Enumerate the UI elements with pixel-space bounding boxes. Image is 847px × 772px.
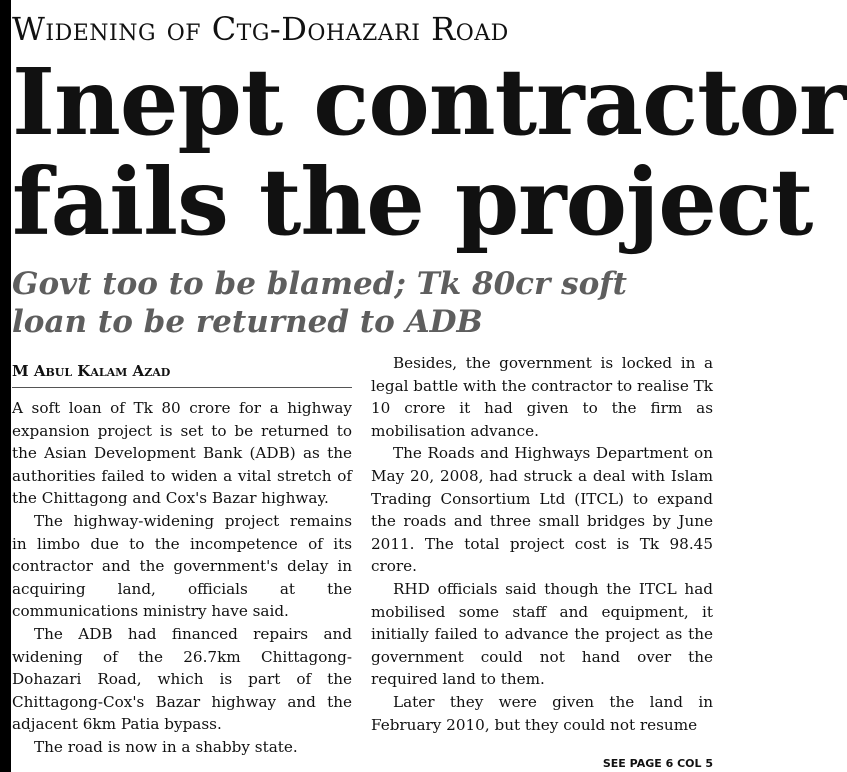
headline-line-1: Inept contractor <box>12 48 847 156</box>
paragraph: Besides, the government is locked in a legal battle with the contractor to realise Tk 10 crore it had given to the firm as mobilisation advance. <box>371 354 713 440</box>
kicker: Widening of Ctg-Dohazari Road <box>12 10 509 48</box>
paragraph: The highway-widening project remains in limbo due to the incompetence of its contractor and the government's delay in acquiring land, officials at the communications ministry have said. <box>12 511 352 621</box>
byline-divider <box>12 387 352 388</box>
subheadline-line-1: Govt too to be blamed; Tk 80cr soft <box>12 266 627 302</box>
article-column-left <box>12 397 352 759</box>
continuation-jump: SEE PAGE 6 COL 5 <box>602 757 713 770</box>
paragraph: A soft loan of Tk 80 crore for a highway expansion project is set to be returned to the Asian Development Bank (ADB) as the authorities failed to widen a vital stretch of the Chittagong and Cox's Bazar highway. <box>12 399 352 508</box>
paragraph: RHD officials said though the ITCL had mobilised some staff and equipment, it initially failed to advance the project as the government could not hand over the required land to them. <box>371 579 713 689</box>
paragraph: The Roads and Highways Department on May 20, 2008, had struck a deal with Islam Trading Consortium Ltd (ITCL) to expand the roads and three small bridges by June 2011. The total project cost is Tk 98.45 crore. <box>371 444 713 576</box>
article-column-right <box>371 352 713 736</box>
headline-line-2: fails the project <box>12 148 813 256</box>
headline <box>12 48 847 256</box>
left-margin-bar <box>0 0 11 772</box>
subheadline-line-2: loan to be returned to ADB <box>12 304 483 340</box>
paragraph: The ADB had financed repairs and widening of the 26.7km Chittagong-Dohazari Road, which is part of the Chittagong-Cox's Bazar highway and the adjacent 6km Patia bypass. <box>12 624 352 734</box>
paragraph: Later they were given the land in February 2010, but they could not resume <box>371 692 713 734</box>
subheadline <box>12 265 712 341</box>
byline: M Abul Kalam Azad <box>12 362 171 380</box>
paragraph: The road is now in a shabby state. <box>34 737 298 756</box>
